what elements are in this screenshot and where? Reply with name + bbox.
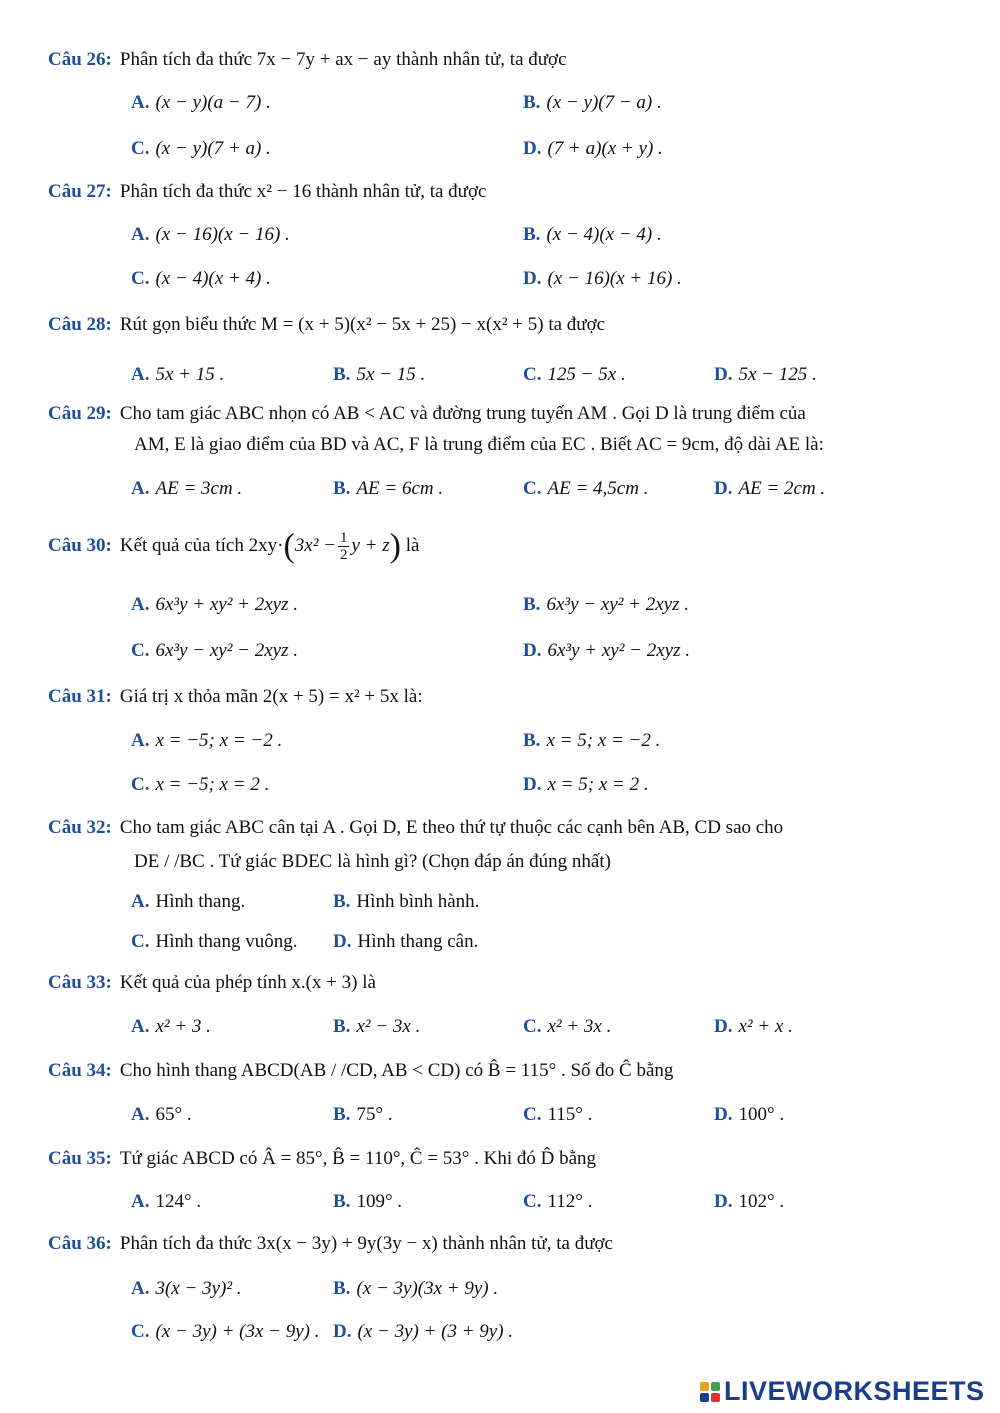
question-32 (48, 812, 783, 844)
option-28-d[interactable]: D. 5x − 125 . (714, 364, 817, 385)
question-stem-post: là (405, 535, 420, 556)
option-35-b[interactable]: B. 109° . (333, 1191, 403, 1212)
option-33-c[interactable]: C. x² + 3x . (523, 1016, 612, 1037)
question-number: Câu 35: (48, 1148, 112, 1169)
question-stem: Cho hình thang ABCD(AB / /CD, AB < CD) có B̂ = 115° . Số đo Ĉ bằng (119, 1060, 674, 1081)
question-stem: Cho tam giác ABC nhọn có AB < AC và đường trung tuyến AM . Gọi D là trung điểm của (119, 403, 806, 424)
question-26 (48, 44, 567, 76)
option-29-d[interactable]: D. AE = 2cm . (714, 478, 826, 499)
option-27-c[interactable]: C. (x − 4)(x + 4) . (131, 268, 271, 289)
option-35-c[interactable]: C. 112° . (523, 1191, 593, 1212)
option-27-b[interactable]: B. (x − 4)(x − 4) . (523, 224, 662, 245)
question-33 (48, 967, 376, 999)
option-28-a[interactable]: A. 5x + 15 . (131, 364, 225, 385)
option-27-d[interactable]: D. (x − 16)(x + 16) . (523, 268, 682, 289)
liveworksheets-logo (700, 1376, 985, 1407)
option-34-d[interactable]: D. 100° . (714, 1104, 785, 1125)
option-29-a[interactable]: A. AE = 3cm . (131, 478, 243, 499)
question-stem: Giá trị x thỏa mãn 2(x + 5) = x² + 5x là: (119, 686, 423, 707)
option-31-c[interactable]: C. x = −5; x = 2 . (131, 774, 270, 795)
question-32-continued (134, 846, 611, 878)
question-stem: Rút gọn biểu thức M = (x + 5)(x² − 5x + 25) − x(x² + 5) ta được (119, 314, 606, 335)
question-stem-line2: DE / /BC . Tứ giác BDEC là hình gì? (Chọn đáp án đúng nhất) (134, 851, 611, 872)
option-28-c[interactable]: C. 125 − 5x . (523, 364, 626, 385)
option-34-c[interactable]: C. 115° . (523, 1104, 593, 1125)
stem-inner-2: y + z (351, 535, 390, 556)
question-29-continued (134, 429, 824, 461)
option-30-b[interactable]: B. 6x³y − xy² + 2xyz . (523, 594, 689, 615)
question-30 (48, 527, 420, 565)
option-30-d[interactable]: D. 6x³y + xy² − 2xyz . (523, 640, 691, 661)
option-36-a[interactable]: A. 3(x − 3y)² . (131, 1278, 242, 1299)
question-28 (48, 309, 605, 341)
question-number: Câu 36: (48, 1233, 112, 1254)
option-36-c[interactable]: C. (x − 3y) + (3x − 9y) . (131, 1321, 320, 1342)
option-31-d[interactable]: D. x = 5; x = 2 . (523, 774, 649, 795)
option-32-b[interactable]: B. Hình bình hành. (333, 891, 480, 912)
question-stem: Phân tích đa thức 7x − 7y + ax − ay thành nhân tử, ta được (119, 49, 567, 70)
question-stem: Cho tam giác ABC cân tại A . Gọi D, E theo thứ tự thuộc các cạnh bên AB, CD sao cho (119, 817, 784, 838)
question-number: Câu 34: (48, 1060, 112, 1081)
option-27-a[interactable]: A. (x − 16)(x − 16) . (131, 224, 290, 245)
option-36-b[interactable]: B. (x − 3y)(3x + 9y) . (333, 1278, 499, 1299)
option-33-d[interactable]: D. x² + x . (714, 1016, 793, 1037)
option-36-d[interactable]: D. (x − 3y) + (3 + 9y) . (333, 1321, 514, 1342)
option-26-d[interactable]: D. (7 + a)(x + y) . (523, 138, 663, 159)
question-number: Câu 30: (48, 535, 112, 556)
question-stem: Kết quả của phép tính x.(x + 3) là (119, 972, 376, 993)
option-35-a[interactable]: A. 124° . (131, 1191, 202, 1212)
option-29-c[interactable]: C. AE = 4,5cm . (523, 478, 649, 499)
option-26-c[interactable]: C. (x − y)(7 + a) . (131, 138, 271, 159)
option-33-a[interactable]: A. x² + 3 . (131, 1016, 211, 1037)
option-33-b[interactable]: B. x² − 3x . (333, 1016, 421, 1037)
option-31-a[interactable]: A. x = −5; x = −2 . (131, 730, 283, 751)
question-number: Câu 26: (48, 49, 112, 70)
option-32-a[interactable]: A. Hình thang. (131, 891, 246, 912)
option-30-a[interactable]: A. 6x³y + xy² + 2xyz . (131, 594, 299, 615)
question-27 (48, 176, 486, 208)
option-26-b[interactable]: B. (x − y)(7 − a) . (523, 92, 662, 113)
question-29 (48, 398, 806, 430)
question-number: Câu 32: (48, 817, 112, 838)
option-29-b[interactable]: B. AE = 6cm . (333, 478, 444, 499)
question-stem-pre: Kết quả của tích 2xy· (119, 535, 284, 556)
question-stem-line2: AM, E là giao điểm của BD và AC, F là trung điểm của EC . Biết AC = 9cm, độ dài AE là: (134, 434, 824, 455)
right-paren: ) (389, 527, 401, 565)
question-number: Câu 28: (48, 314, 112, 335)
option-30-c[interactable]: C. 6x³y − xy² − 2xyz . (131, 640, 299, 661)
question-34 (48, 1055, 673, 1087)
question-35 (48, 1143, 596, 1175)
option-32-d[interactable]: D. Hình thang cân. (333, 931, 479, 952)
logo-grid-icon (700, 1382, 720, 1402)
option-34-b[interactable]: B. 75° . (333, 1104, 393, 1125)
option-34-a[interactable]: A. 65° . (131, 1104, 192, 1125)
option-28-b[interactable]: B. 5x − 15 . (333, 364, 426, 385)
question-31 (48, 681, 423, 713)
question-36 (48, 1228, 613, 1260)
question-number: Câu 27: (48, 181, 112, 202)
stem-inner-1: 3x² − (294, 535, 336, 556)
question-number: Câu 29: (48, 403, 112, 424)
option-31-b[interactable]: B. x = 5; x = −2 . (523, 730, 661, 751)
option-32-c[interactable]: C. Hình thang vuông. (131, 931, 298, 952)
question-stem: Phân tích đa thức 3x(x − 3y) + 9y(3y − x) thành nhân tử, ta được (119, 1233, 613, 1254)
left-paren: ( (283, 527, 295, 565)
question-number: Câu 33: (48, 972, 112, 993)
question-stem: Tứ giác ABCD có Â = 85°, B̂ = 110°, Ĉ = 53° . Khi đó D̂ bằng (119, 1148, 597, 1169)
logo-text: LIVEWORKSHEETS (724, 1376, 985, 1406)
option-26-a[interactable]: A. (x − y)(a − 7) . (131, 92, 271, 113)
fraction-one-half: $\frac{1}{2}$ (339, 530, 348, 564)
option-35-d[interactable]: D. 102° . (714, 1191, 785, 1212)
question-stem: Phân tích đa thức x² − 16 thành nhân tử, ta được (119, 181, 487, 202)
question-number: Câu 31: (48, 686, 112, 707)
